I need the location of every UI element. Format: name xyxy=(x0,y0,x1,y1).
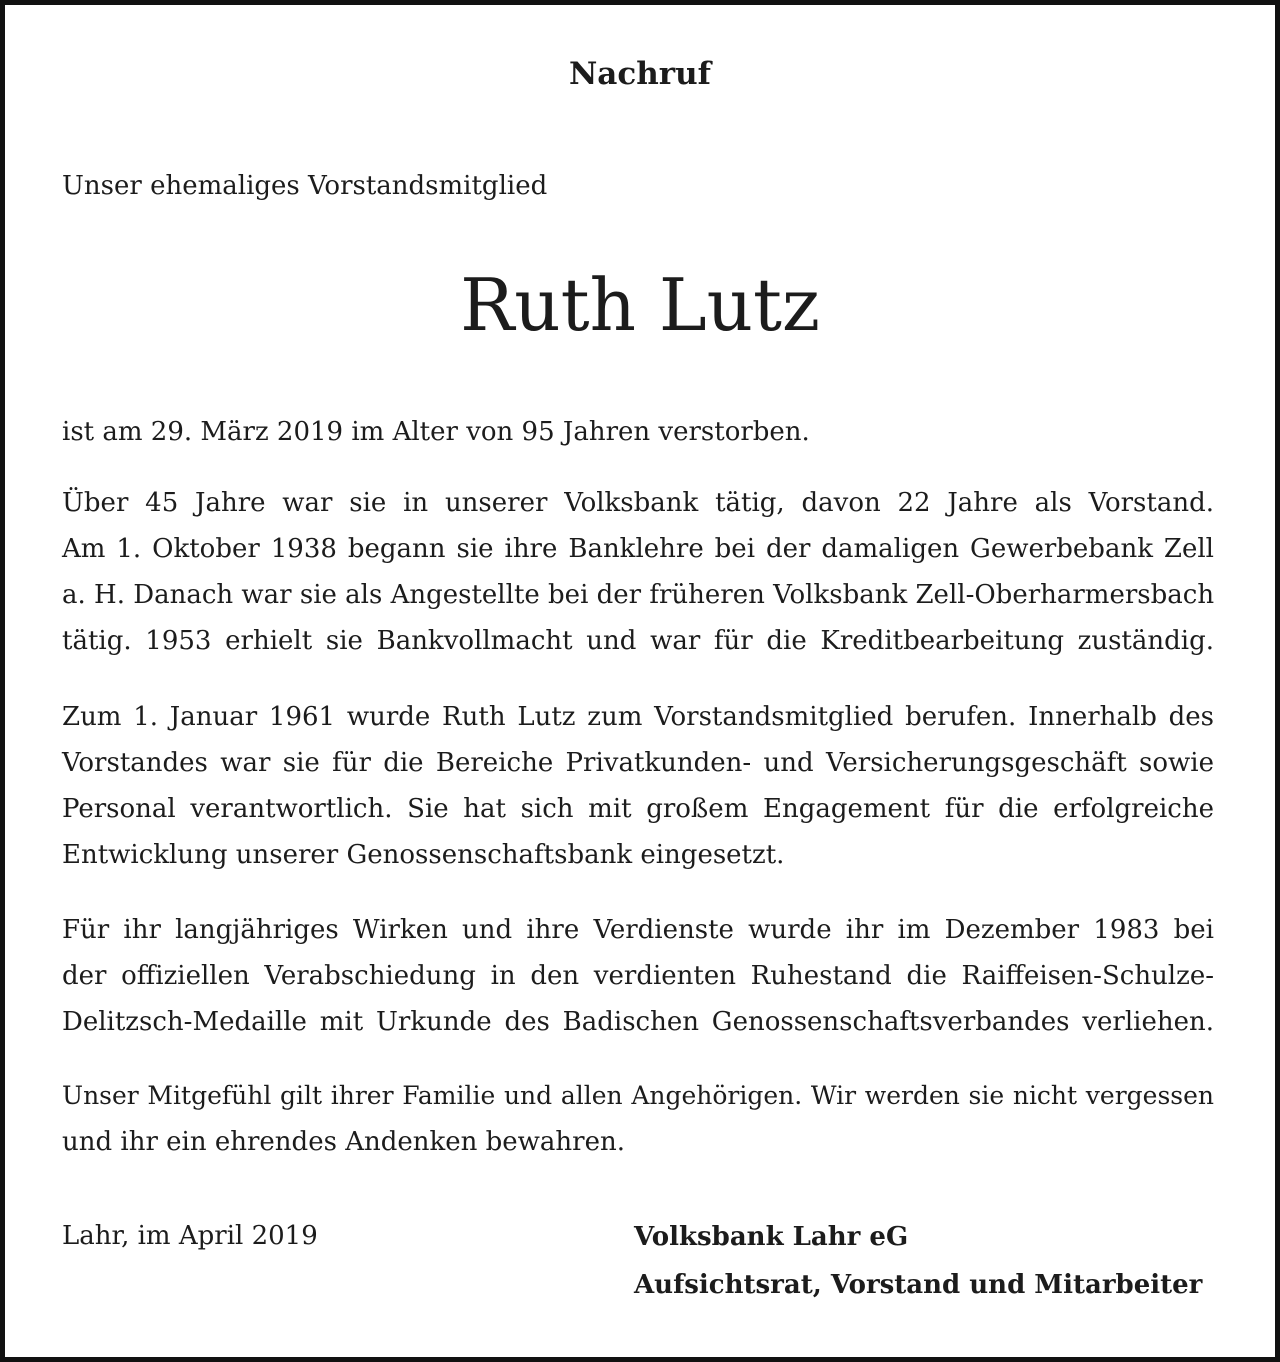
paragraph-board xyxy=(62,694,1214,878)
signature-block xyxy=(634,1213,1202,1309)
text-line: Über 45 Jahre war sie in unserer Volksbank tätig, davon 22 Jahre als Vorstand. xyxy=(62,488,1214,518)
paragraph-award xyxy=(62,907,1214,1045)
text-line: Für ihr langjähriges Wirken und ihre Verdienste wurde ihr im Dezember 1983 bei xyxy=(62,915,1214,945)
text-line: Vorstandes war sie für die Bereiche Privatkunden- und Versicherungsgeschäft sowie xyxy=(62,748,1214,778)
intro-line: Unser ehemaliges Vorstandsmitglied xyxy=(62,171,548,201)
paragraph-death-date xyxy=(62,409,1214,455)
paragraph-condolence xyxy=(62,1073,1214,1165)
text-line: Am 1. Oktober 1938 begann sie ihre Banklehre bei der damaligen Gewerbebank Zell xyxy=(62,534,1214,564)
text-line: ist am 29. März 2019 im Alter von 95 Jahren verstorben. xyxy=(62,417,810,447)
deceased-name: Ruth Lutz xyxy=(460,263,820,347)
text-line: und ihr ein ehrendes Andenken bewahren. xyxy=(62,1127,625,1157)
text-line: Unser Mitgefühl gilt ihrer Familie und allen Angehörigen. Wir werden sie nicht vergessen xyxy=(62,1081,1214,1110)
signature-organization: Volksbank Lahr eG xyxy=(634,1222,909,1252)
text-line: Zum 1. Januar 1961 wurde Ruth Lutz zum Vorstandsmitglied berufen. Innerhalb des xyxy=(62,702,1214,732)
text-line: tätig. 1953 erhielt sie Bankvollmacht und war für die Kreditbearbeitung zuständig. xyxy=(62,626,1214,656)
text-line: a. H. Danach war sie als Angestellte bei der früheren Volksbank Zell-Oberharmersbach xyxy=(62,580,1215,610)
text-line: Personal verantwortlich. Sie hat sich mit großem Engagement für die erfolgreiche xyxy=(62,794,1214,824)
signature-groups: Aufsichtsrat, Vorstand und Mitarbeiter xyxy=(634,1270,1203,1300)
notice-heading: Nachruf xyxy=(568,56,712,92)
text-line: Delitzsch-Medaille mit Urkunde des Badischen Genossenschaftsverbandes verliehen. xyxy=(62,1007,1214,1037)
place-date: Lahr, im April 2019 xyxy=(62,1221,318,1251)
text-line: der offiziellen Verabschiedung in den verdienten Ruhestand die Raiffeisen-Schulze- xyxy=(62,961,1214,991)
text-line: Entwicklung unserer Genossenschaftsbank eingesetzt. xyxy=(62,840,785,870)
paragraph-career xyxy=(62,480,1214,664)
